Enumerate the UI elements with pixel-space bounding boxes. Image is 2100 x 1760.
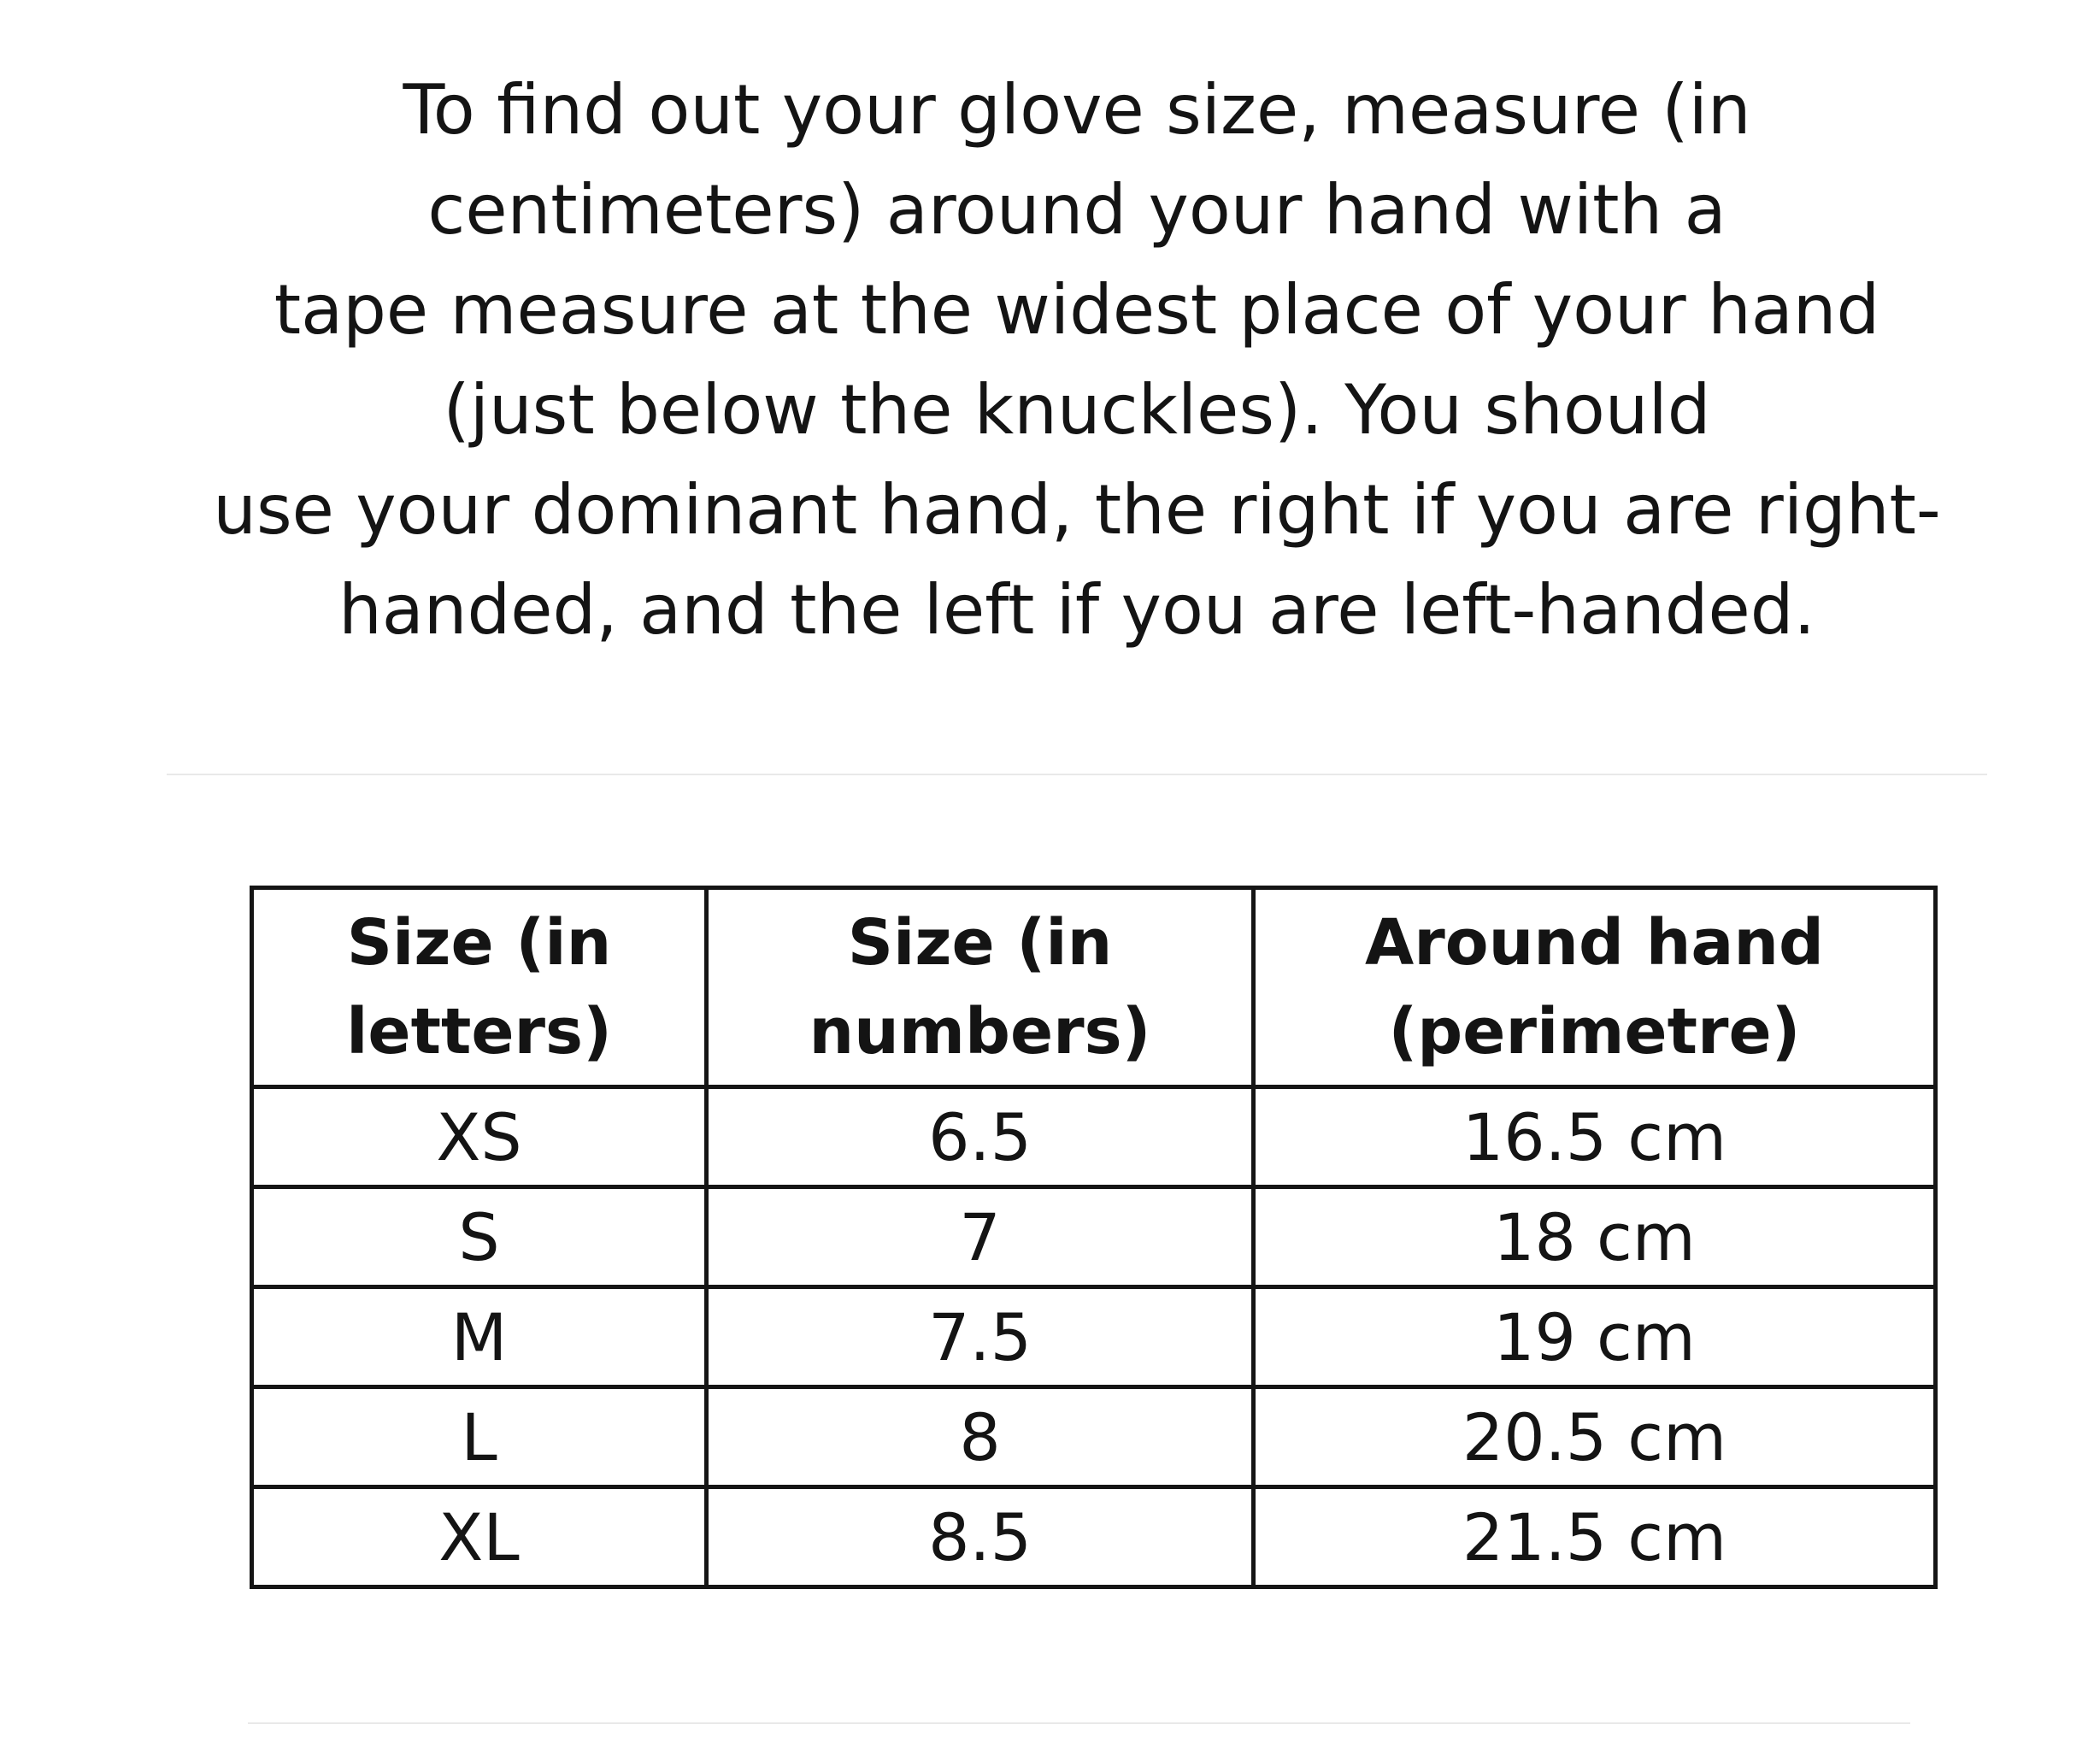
instruction-line: handed, and the left if you are left-handed.: [338, 570, 1815, 650]
header-size-numbers: [707, 888, 1254, 1087]
cell-size-numbers: 8.5: [707, 1487, 1254, 1587]
header-line: (perimetre): [1388, 995, 1801, 1068]
header-around-hand: [1254, 888, 1936, 1087]
instruction-line: (just below the knuckles). You should: [443, 370, 1711, 450]
cell-around-hand: 16.5 cm: [1254, 1087, 1936, 1187]
cell-size-numbers: 8: [707, 1387, 1254, 1487]
cell-size-numbers: 7.5: [707, 1287, 1254, 1387]
table-row: [252, 1387, 1936, 1487]
instruction-line: To find out your glove size, measure (in: [403, 70, 1751, 150]
cell-size-numbers: 7: [707, 1187, 1254, 1287]
cell-size-letters: XL: [252, 1487, 707, 1587]
table-row: [252, 1187, 1936, 1287]
header-size-letters: [252, 888, 707, 1087]
cell-around-hand: 21.5 cm: [1254, 1487, 1936, 1587]
cell-size-letters: L: [252, 1387, 707, 1487]
header-line: letters): [346, 995, 612, 1068]
cell-size-letters: S: [252, 1187, 707, 1287]
glove-size-table: [250, 886, 1938, 1589]
cell-around-hand: 18 cm: [1254, 1187, 1936, 1287]
top-divider: [167, 774, 1987, 775]
table-row: [252, 1087, 1936, 1187]
table-row: [252, 1287, 1936, 1387]
instruction-line: use your dominant hand, the right if you are right-: [213, 470, 1941, 550]
table-header-row: [252, 888, 1936, 1087]
glove-size-instructions: [128, 60, 2026, 660]
instruction-line: centimeters) around your hand with a: [427, 170, 1726, 250]
header-line: Size (in: [847, 906, 1113, 980]
cell-around-hand: 20.5 cm: [1254, 1387, 1936, 1487]
cell-size-letters: XS: [252, 1087, 707, 1187]
instruction-line: tape measure at the widest place of your hand: [274, 270, 1880, 350]
header-line: numbers): [809, 995, 1151, 1068]
table-row: [252, 1487, 1936, 1587]
cell-around-hand: 19 cm: [1254, 1287, 1936, 1387]
cell-size-numbers: 6.5: [707, 1087, 1254, 1187]
bottom-divider: [248, 1722, 1910, 1724]
header-line: Size (in: [346, 906, 612, 980]
cell-size-letters: M: [252, 1287, 707, 1387]
header-line: Around hand: [1365, 906, 1824, 980]
